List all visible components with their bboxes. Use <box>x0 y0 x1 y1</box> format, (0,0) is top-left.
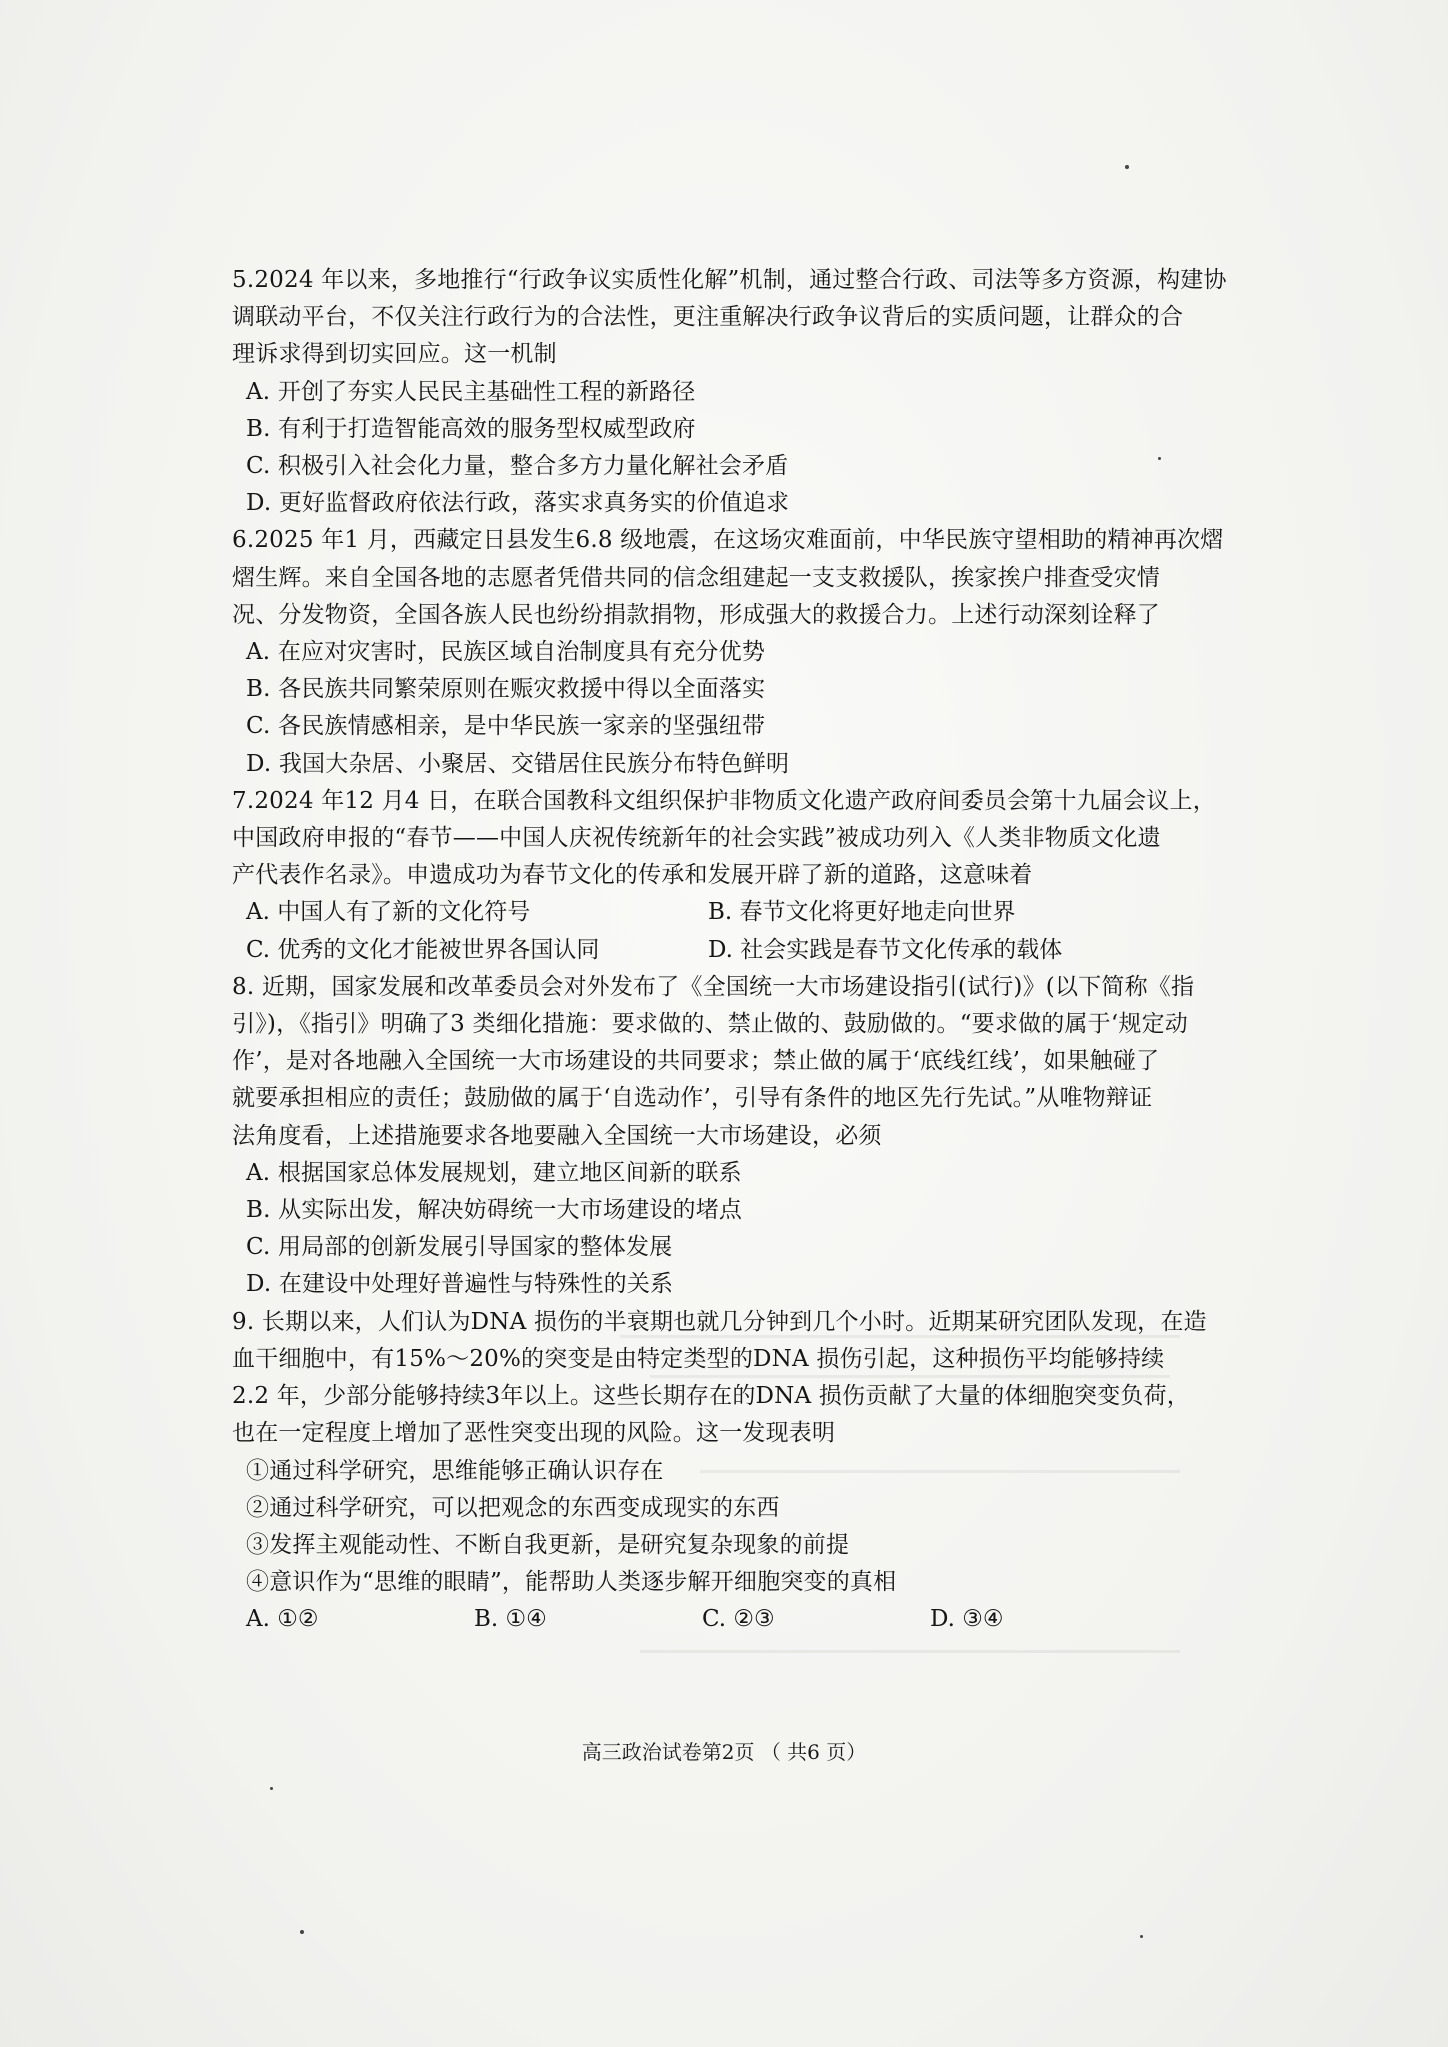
option-b: B. 各民族共同繁荣原则在赈灾救援中得以全面落实 <box>246 676 766 703</box>
scan-speck <box>1125 165 1129 169</box>
scan-speck <box>1140 1935 1143 1938</box>
question-8 <box>232 969 1242 1304</box>
question-stem-line: 6.2025 年1 月，西藏定日县发生6.8 级地震，在这场灾难面前，中华民族守望相助的精神再次熠 <box>232 527 1224 554</box>
exam-content <box>232 262 1242 1639</box>
option-b: B. 春节文化将更好地走向世界 <box>708 899 1016 926</box>
question-stem-line: 5.2024 年以来，多地推行“行政争议实质性化解”机制，通过整合行政、司法等多方资源，构建协 <box>232 267 1227 293</box>
option-row <box>232 932 1242 969</box>
question-stem-line: 中国政府申报的“春节——中国人庆祝传统新年的社会实践”被成功列入《人类非物质文化遗 <box>232 825 1161 852</box>
question-stem-line: 7.2024 年12 月4 日，在联合国教科文组织保护非物质文化遗产政府间委员会第十九届会议上， <box>232 787 1216 814</box>
option-b: B. 从实际出发，解决妨碍统一大市场建设的堵点 <box>246 1197 743 1224</box>
question-stem-line: 熠生辉。来自全国各地的志愿者凭借共同的信念组建起一支支救援队，挨家挨户排查受灾情 <box>232 564 1160 591</box>
option-b: B. 有利于打造智能高效的服务型权威型政府 <box>246 415 696 442</box>
option-c: C. 用局部的创新发展引导国家的整体发展 <box>246 1234 673 1261</box>
question-6 <box>232 522 1242 782</box>
option-a: A. ①② <box>246 1606 319 1633</box>
option-a: A. 在应对灾害时，民族区域自治制度具有充分优势 <box>246 639 766 666</box>
option-d: D. 我国大杂居、小聚居、交错居住民族分布特色鲜明 <box>246 750 790 777</box>
option-b: B. ①④ <box>474 1606 547 1633</box>
option-d: D. ③④ <box>930 1606 1004 1633</box>
option-row <box>232 1601 1242 1638</box>
question-stem-line: 产代表作名录》。申遗成功为春节文化的传承和发展开辟了新的道路，这意味着 <box>232 862 1033 889</box>
question-stem-line: 理诉求得到切实回应。这一机制 <box>232 341 557 368</box>
scan-speck <box>300 1930 304 1934</box>
question-stem-line: 作’，是对各地融入全国统一大市场建设的共同要求；禁止做的属于‘底线红线’，如果触碰了 <box>232 1048 1160 1075</box>
option-a: A. 中国人有了新的文化符号 <box>246 899 531 926</box>
question-stem-line: 8. 近期，国家发展和改革委员会对外发布了《全国统一大市场建设指引(试行)》(以下简称《指 <box>232 973 1195 1000</box>
question-stem-line: 法角度看，上述措施要求各地要融入全国统一大市场建设，必须 <box>232 1122 882 1149</box>
option-a: A. 根据国家总体发展规划，建立地区间新的联系 <box>246 1159 742 1186</box>
question-5 <box>232 262 1242 522</box>
bleed-through-mark <box>640 1650 1180 1653</box>
option-d: D. 更好监督政府依法行政，落实求真务实的价值追求 <box>246 490 790 517</box>
question-9 <box>232 1304 1242 1639</box>
page-footer: 高三政治试卷第2页 （ 共6 页） <box>581 1740 867 1764</box>
option-c: C. ②③ <box>702 1606 775 1633</box>
question-stem-line: 9. 长期以来，人们认为DNA 损伤的半衰期也就几分钟到几个小时。近期某研究团队发现，在造 <box>232 1308 1207 1335</box>
question-stem-line: 引》)，《指引》明确了3 类细化措施：要求做的、禁止做的、鼓励做的。“要求做的属于‘规定动 <box>232 1011 1188 1038</box>
option-d: D. 在建设中处理好普遍性与特殊性的关系 <box>246 1271 674 1298</box>
question-stem-line: 况、分发物资，全国各族人民也纷纷捐款捐物，形成强大的救援合力。上述行动深刻诠释了 <box>232 601 1160 628</box>
question-stem-line: 就要承担相应的责任；鼓励做的属于‘自选动作’，引导有条件的地区先行先试。”从唯物辩证 <box>232 1085 1153 1112</box>
statement-3: ③发挥主观能动性、不断自我更新，是研究复杂现象的前提 <box>246 1531 850 1558</box>
option-c: C. 积极引入社会化力量，整合多方力量化解社会矛盾 <box>246 453 789 480</box>
option-c: C. 各民族情感相亲，是中华民族一家亲的坚强纽带 <box>246 713 766 740</box>
option-d: D. 社会实践是春节文化传承的载体 <box>708 936 1063 963</box>
question-7 <box>232 783 1242 969</box>
question-stem-line: 血干细胞中，有15%～20%的突变是由特定类型的DNA 损伤引起，这种损伤平均能够持续 <box>232 1345 1165 1372</box>
option-row <box>232 894 1242 931</box>
statement-4: ④意识作为“思维的眼睛”，能帮助人类逐步解开细胞突变的真相 <box>246 1569 897 1596</box>
question-stem-line: 也在一定程度上增加了恶性突变出现的风险。这一发现表明 <box>232 1420 836 1447</box>
scan-speck <box>270 1787 273 1790</box>
option-c: C. 优秀的文化才能被世界各国认同 <box>246 936 600 963</box>
statement-2: ②通过科学研究，可以把观念的东西变成现实的东西 <box>246 1494 780 1521</box>
option-a: A. 开创了夯实人民民主基础性工程的新路径 <box>246 378 696 405</box>
question-stem-line: 调联动平台，不仅关注行政行为的合法性，更注重解决行政争议背后的实质问题，让群众的合 <box>232 304 1184 331</box>
statement-1: ①通过科学研究，思维能够正确认识存在 <box>246 1457 664 1484</box>
question-stem-line: 2.2 年，少部分能够持续3年以上。这些长期存在的DNA 损伤贡献了大量的体细胞突变负荷， <box>232 1383 1191 1410</box>
